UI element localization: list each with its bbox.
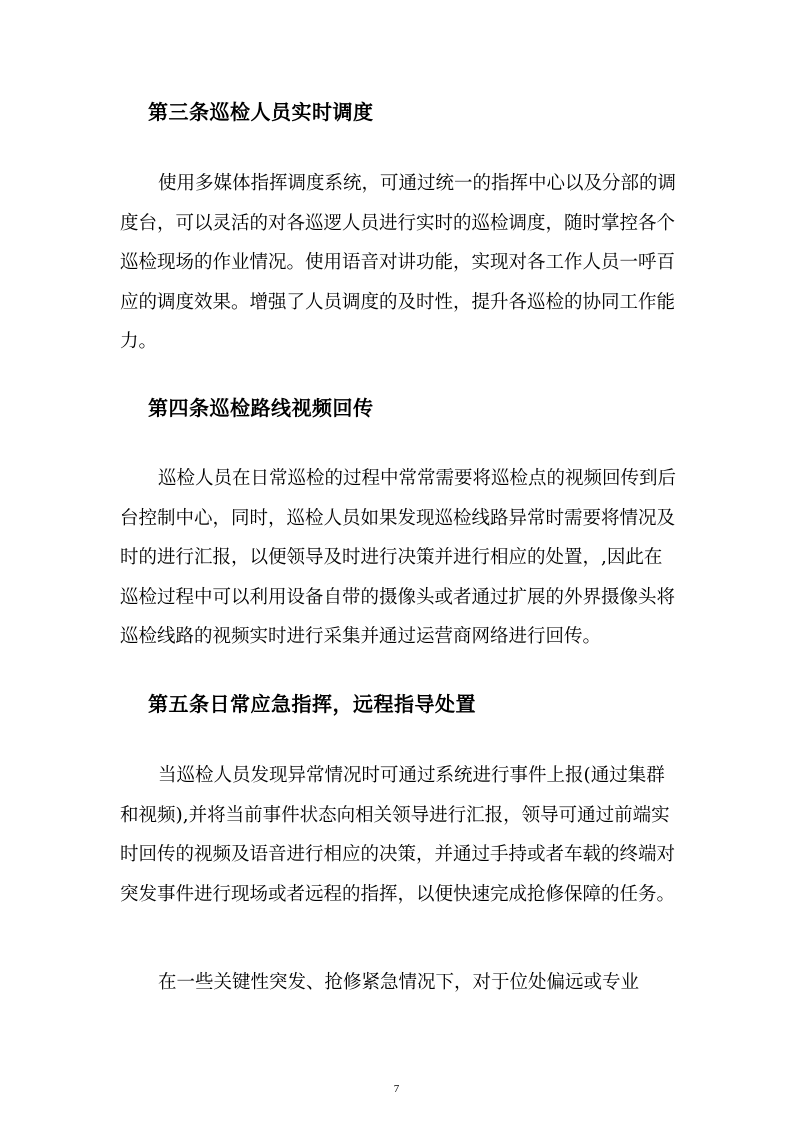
section-3-heading: 第三条巡检人员实时调度 (148, 100, 374, 124)
section-5-paragraph-1: 当巡检人员发现异常情况时可通过系统进行事件上报(通过集群和视频),并将当前事件状态向相关领导进行汇报，领导可通过前端实时回传的视频及语音进行相应的决策，并通过手持或者车载的终端对突发事件进行现场或者远程的指挥，以便快速完成抢修保障的任务。 (120, 765, 676, 905)
section-4-heading: 第四条巡检路线视频回传 (148, 396, 374, 420)
section-5-paragraph-2: 在一些关键性突发、抢修紧急情况下，对于位处偏远或专业 (158, 972, 640, 993)
section-4-paragraph: 巡检人员在日常巡检的过程中常常需要将巡检点的视频回传到后台控制中心，同时，巡检人员如果发现巡检线路异常时需要将情况及时的进行汇报，以便领导及时进行决策并进行相应的处置，,因此在巡检过程中可以利用设备自带的摄像头或者通过扩展的外界摄像头将巡检线路的视频实时进行采集并通过运营商网络进行回传。 (120, 468, 677, 647)
section-3-paragraph: 使用多媒体指挥调度系统，可通过统一的指挥中心以及分部的调度台，可以灵活的对各巡逻人员进行实时的巡检调度，随时掌控各个巡检现场的作业情况。使用语音对讲功能，实现对各工作人员一呼百应的调度效果。增强了人员调度的及时性，提升各巡检的协同工作能力。 (120, 173, 677, 352)
page-number: 7 (393, 1083, 400, 1095)
section-5-heading: 第五条日常应急指挥，远程指导处置 (148, 692, 476, 716)
